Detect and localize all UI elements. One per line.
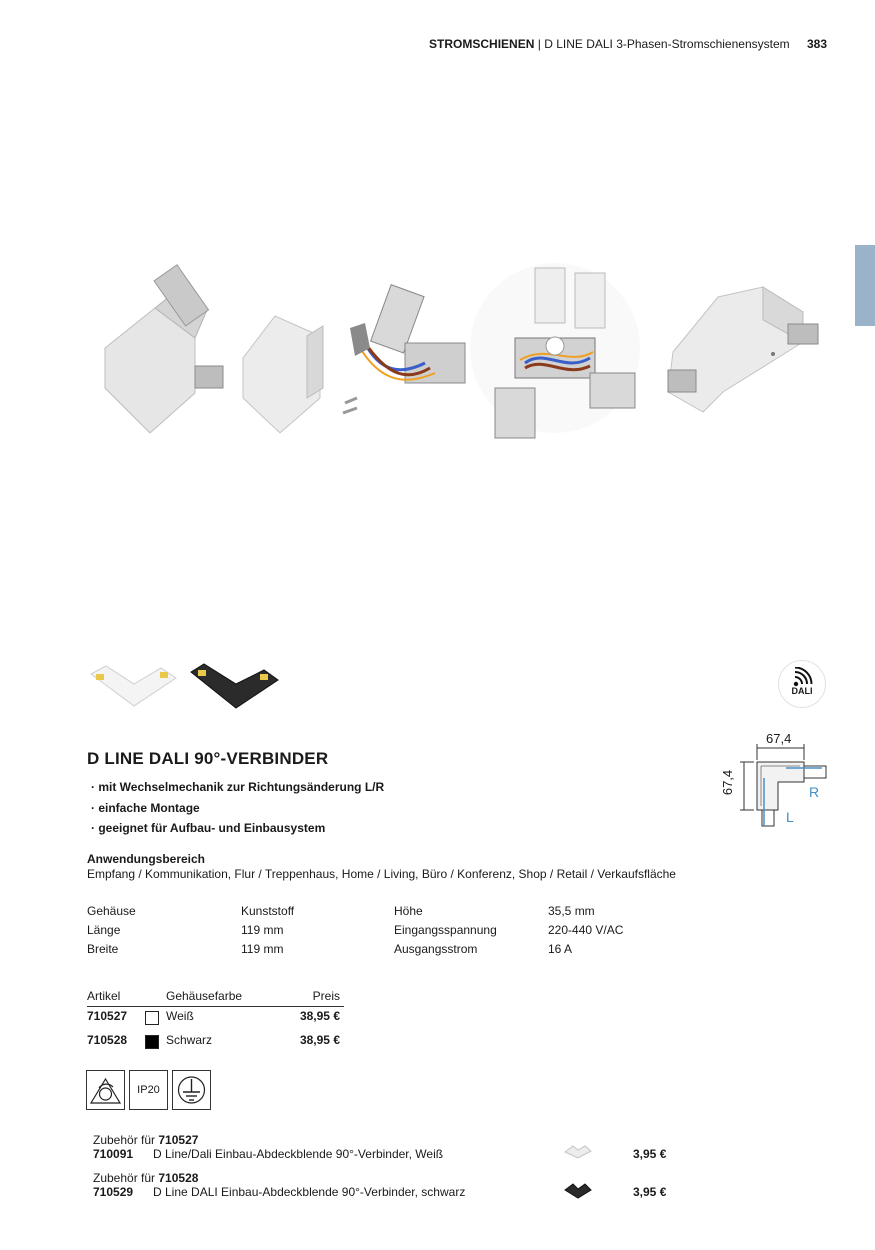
spec-value: 16 A [548, 942, 573, 956]
direction-right-label: R [809, 784, 820, 800]
spec-table [87, 904, 687, 961]
spec-label: Breite [87, 942, 119, 956]
accessory-for-number: 710527 [158, 1133, 199, 1147]
product-title: D LINE DALI 90°-VERBINDER [87, 749, 329, 768]
color-column-header: Gehäusefarbe [166, 989, 243, 1003]
connector-wired-image [350, 285, 465, 383]
lamp-rotation-icon [86, 1070, 125, 1110]
spec-row [87, 923, 687, 942]
spec-label: Eingangsspannung [394, 923, 497, 937]
dali-badge [778, 660, 826, 708]
accessory-description: D Line DALI Einbau-Abdeckblende 90°-Verbinder, schwarz [153, 1185, 466, 1199]
dimension-height: 67,4 [720, 769, 736, 796]
ip-rating-badge [129, 1070, 168, 1110]
white-variant-thumbnail [91, 666, 176, 706]
spec-label: Höhe [394, 904, 423, 918]
price-column-header: Preis [312, 989, 340, 1003]
article-column-header: Artikel [87, 989, 121, 1003]
accessory-number: 710091 [93, 1147, 134, 1161]
feature-item: · geeignet für Aufbau- und Einbausystem [91, 821, 384, 842]
color-swatch-black [145, 1035, 159, 1049]
accessory-number: 710529 [93, 1185, 134, 1199]
color-swatch-white [145, 1011, 159, 1025]
direction-left-label: L [786, 809, 794, 825]
accessory-for-label: Zubehör für [93, 1133, 159, 1147]
accessory-price: 3,95 € [633, 1185, 667, 1199]
spec-value: Kunststoff [241, 904, 295, 918]
page-number: 383 [806, 37, 827, 51]
section-title: STROMSCHIENEN [429, 37, 535, 51]
accessory-for-number: 710528 [158, 1171, 199, 1185]
application-area [87, 852, 676, 882]
article-number: 710528 [87, 1033, 128, 1047]
page-header [429, 37, 827, 51]
spec-label: Ausgangsstrom [394, 942, 478, 956]
accessory-price: 3,95 € [633, 1147, 667, 1161]
application-area-text: Empfang / Kommunikation, Flur / Treppenhaus, Home / Living, Büro / Konferenz, Shop / Retail / Verkaufsfläche [87, 867, 676, 881]
table-row [87, 1031, 344, 1055]
protection-class-earth-icon [172, 1070, 211, 1110]
spec-row [87, 942, 687, 961]
article-price: 38,95 € [299, 1033, 340, 1047]
ip-rating-text: IP20 [137, 1084, 160, 1096]
article-price: 38,95 € [299, 1009, 340, 1023]
application-area-heading: Anwendungsbereich [87, 852, 206, 866]
feature-list [91, 780, 384, 842]
connector-closed-right-image [663, 282, 823, 422]
article-color: Schwarz [166, 1033, 213, 1047]
spec-value: 119 mm [241, 923, 284, 937]
black-variant-thumbnail [191, 664, 278, 708]
spec-value: 220-440 V/AC [548, 923, 624, 937]
accessory-row [93, 1147, 673, 1163]
article-table-header [87, 987, 344, 1007]
spec-label: Länge [87, 923, 121, 937]
article-table [87, 987, 344, 1055]
spec-value: 119 mm [241, 942, 284, 956]
header-subtitle: D LINE DALI 3-Phasen-Stromschienensystem [544, 37, 790, 51]
article-color: Weiß [166, 1009, 194, 1023]
spec-label: Gehäuse [87, 904, 136, 918]
header-separator: | [537, 37, 541, 51]
feature-item: · einfache Montage [91, 801, 384, 822]
article-number: 710527 [87, 1009, 128, 1023]
connector-rotation-image [470, 263, 640, 438]
accessory-for-label: Zubehör für [93, 1171, 159, 1185]
feature-item: · mit Wechselmechanik zur Richtungsänderung L/R [91, 780, 384, 801]
dimension-width: 67,4 [766, 731, 792, 746]
chapter-tab-marker [855, 245, 875, 326]
accessory-description: D Line/Dali Einbau-Abdeckblende 90°-Verbinder, Weiß [153, 1147, 444, 1161]
dimension-drawing [720, 730, 834, 835]
accessory-block [93, 1133, 673, 1163]
dali-label: DALI [791, 686, 813, 696]
spec-value: 35,5 mm [548, 904, 595, 918]
connector-cover-image [243, 316, 357, 433]
table-row [87, 1007, 344, 1031]
color-variant-thumbnails [86, 656, 286, 716]
connector-closed-image [105, 265, 223, 433]
product-hero-image [95, 248, 665, 443]
accessory-cover-white-image [563, 1144, 593, 1160]
accessory-cover-black-image [563, 1182, 593, 1200]
accessory-row [93, 1185, 673, 1201]
spec-row [87, 904, 687, 923]
accessory-block [93, 1171, 673, 1201]
wireless-signal-icon [791, 667, 815, 687]
